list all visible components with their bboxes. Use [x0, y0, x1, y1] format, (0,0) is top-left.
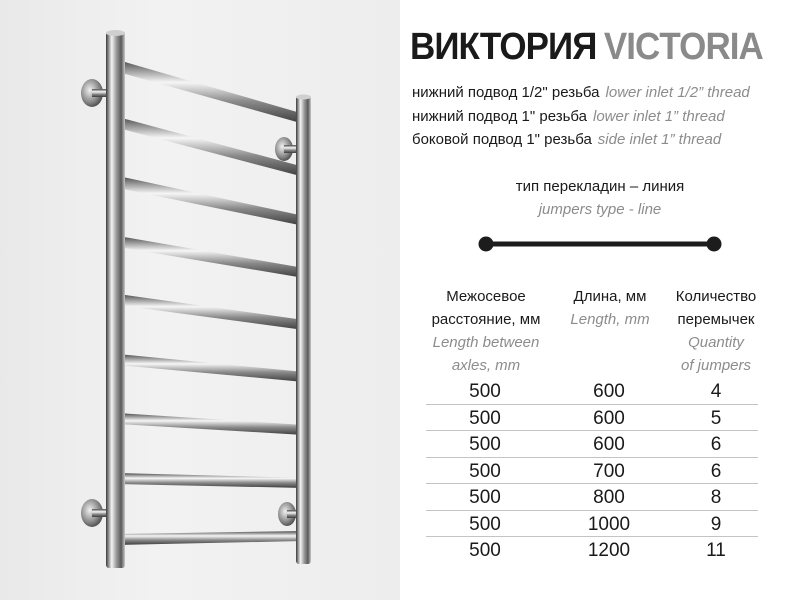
spec-en: lower inlet 1” thread [593, 108, 725, 125]
product-title-en: VICTORIA [603, 26, 763, 68]
cell-quantity: 9 [710, 513, 722, 535]
right-post [296, 95, 311, 565]
table-row [426, 511, 758, 538]
cell-axle-distance: 500 [469, 381, 501, 402]
jumpers [118, 60, 304, 545]
product-photo [0, 0, 400, 600]
cell-quantity: 5 [710, 407, 722, 429]
cell-quantity: 6 [710, 434, 722, 455]
cell-axle-distance: 500 [469, 513, 501, 535]
table-row [426, 458, 758, 485]
product-info-panel [400, 0, 800, 600]
table-row [426, 405, 758, 432]
product-title [410, 26, 763, 69]
cell-length: 1200 [587, 540, 631, 561]
cell-axle-distance: 500 [469, 407, 501, 429]
jumpers-type-ru: тип перекладин – линия [515, 178, 685, 195]
cell-length: 600 [593, 407, 625, 429]
jumpers-type-en: jumpers type - line [538, 201, 662, 218]
cell-length: 1000 [587, 513, 631, 535]
cell-axle-distance: 500 [469, 434, 501, 455]
header-ru: Межосевое расстояние, мм [431, 288, 541, 328]
product-title-ru: ВИКТОРИЯ [410, 26, 597, 68]
towel-rail-illustration [0, 0, 400, 600]
header-quantity [666, 285, 766, 377]
left-post [106, 30, 125, 568]
spec-line-3 [412, 131, 721, 148]
cell-length: 600 [593, 381, 625, 402]
spec-ru: нижний подвод 1" резьба [412, 108, 587, 125]
header-en: Length, mm [570, 311, 650, 328]
header-axle-distance [414, 285, 558, 377]
cell-length: 700 [593, 460, 625, 482]
cell-length: 800 [593, 487, 625, 508]
spec-en: side inlet 1” thread [597, 131, 722, 148]
header-en: Quantity of jumpers [680, 334, 752, 374]
table-row [426, 484, 758, 511]
header-ru: Длина, мм [573, 288, 647, 305]
dimensions-table [426, 378, 758, 563]
cell-axle-distance: 500 [469, 460, 501, 482]
header-length [560, 285, 660, 331]
spec-line-2 [412, 108, 725, 125]
cell-length: 600 [593, 434, 625, 455]
cell-quantity: 11 [706, 540, 726, 561]
spec-ru: нижний подвод 1/2" резьба [412, 84, 600, 101]
cell-axle-distance: 500 [469, 540, 501, 561]
jumper-line-icon [478, 236, 722, 252]
spec-en: lower inlet 1/2” thread [605, 84, 750, 101]
cell-quantity: 6 [710, 460, 722, 482]
cell-quantity: 4 [710, 381, 722, 402]
table-row [426, 431, 758, 458]
table-row [426, 537, 758, 563]
header-en: Length between axles, mm [432, 334, 540, 374]
cell-axle-distance: 500 [469, 487, 501, 508]
table-row [426, 378, 758, 405]
spec-line-1 [412, 84, 750, 101]
header-ru: Количество перемычек [675, 288, 757, 328]
cell-quantity: 8 [710, 487, 722, 508]
spec-ru: боковой подвод 1" резьба [412, 131, 592, 148]
